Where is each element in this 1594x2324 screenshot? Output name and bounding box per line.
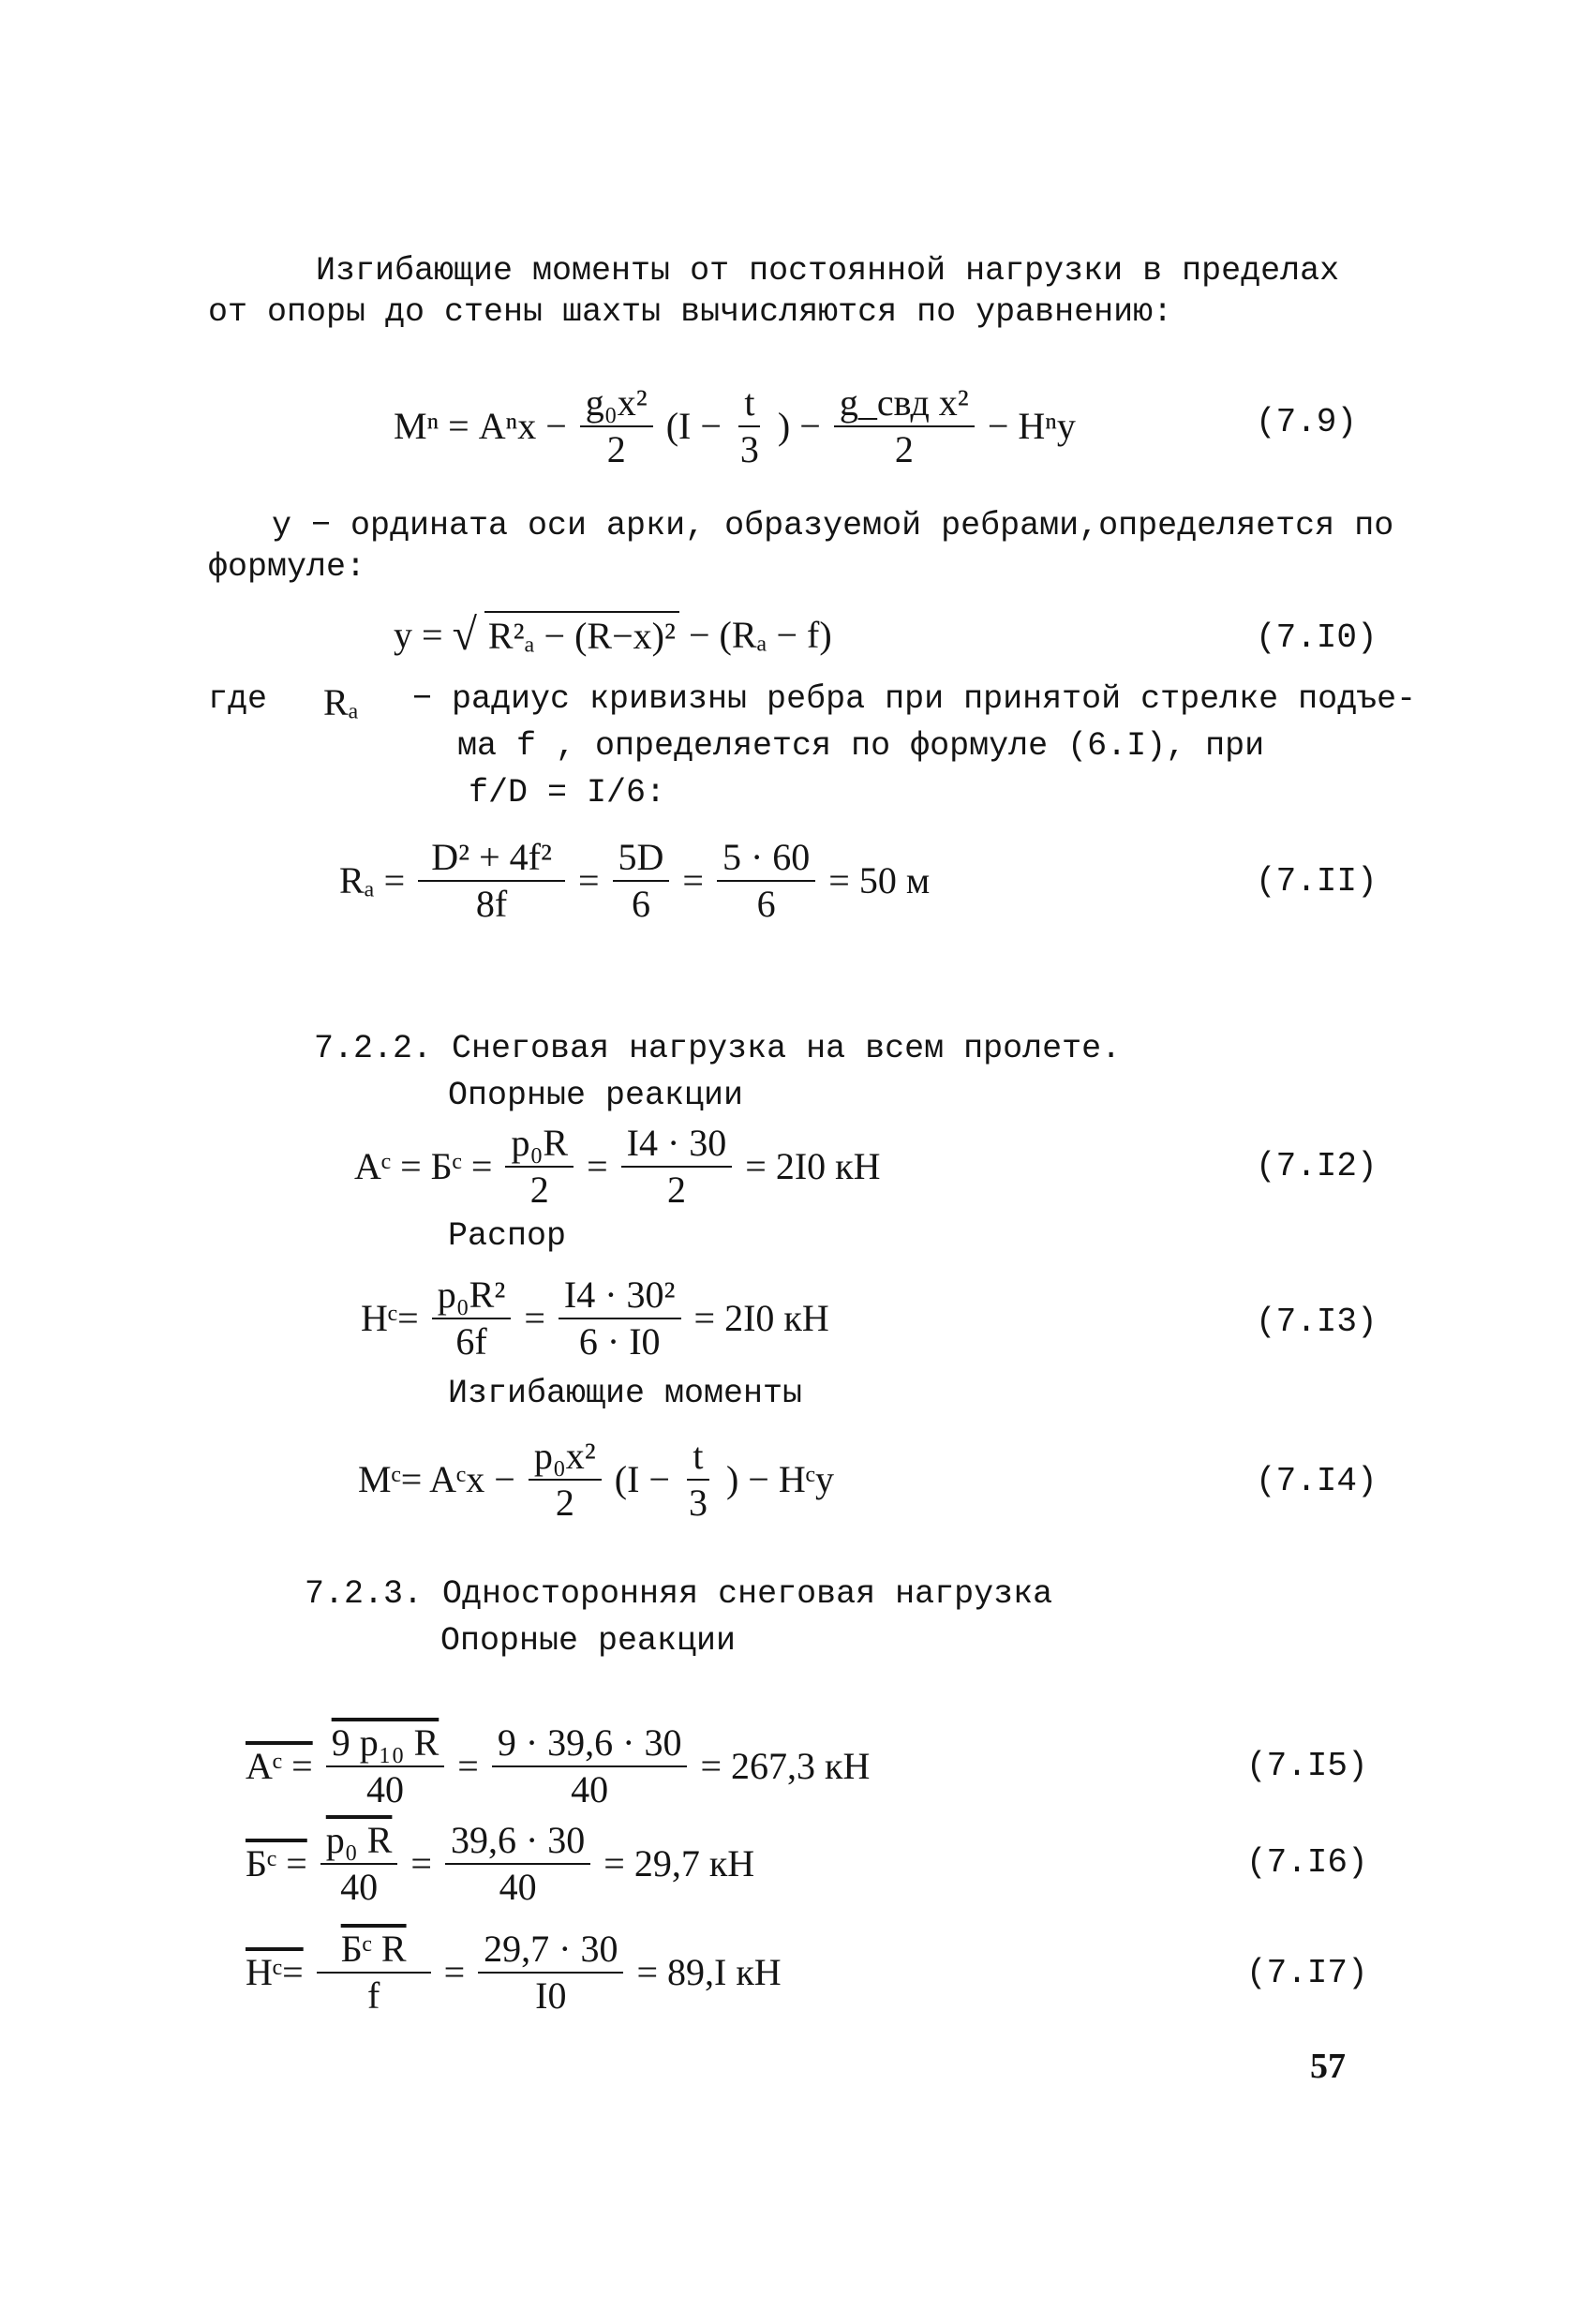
eq-7-13-frac1: $\frac{\text{p₀R²}}{6f}$ xyxy=(432,1274,512,1363)
eq-7-16-frac2: $\frac{39,6 \cdot 30}{40}$ xyxy=(445,1820,590,1908)
eq-7-10-label: (7.I0) xyxy=(1256,618,1378,657)
eq-7-15-frac1: $\frac{\text{9 p₁₀ R}}{40}$ xyxy=(326,1722,445,1810)
eq-7-14-lhs: Mᶜ= Aᶜx − xyxy=(358,1458,515,1500)
equation-7-13 xyxy=(361,1274,829,1363)
where-line-3: f/D = I/6: xyxy=(469,774,666,812)
section-7-2-3-title: 7.2.3. Односторонняя снеговая нагрузка xyxy=(305,1575,1053,1613)
eq-7-12-eq1: = xyxy=(587,1145,608,1187)
eq-7-15-label: (7.I5) xyxy=(1246,1747,1368,1785)
eq-7-10-radicand: R²ₐ − (R−x)² xyxy=(484,611,679,660)
eq-7-15-eq1: = xyxy=(457,1745,479,1787)
sqrt-icon: √ xyxy=(452,610,477,660)
eq-7-10-lhs: y = xyxy=(394,614,443,656)
eq-7-13-eq1: = xyxy=(524,1297,545,1339)
eq-7-12-result: = 2I0 кН xyxy=(745,1145,881,1187)
where-line-2: ма f , определяется по формуле (6.I), при xyxy=(457,727,1265,765)
eq-7-14-paren-open: (I − xyxy=(614,1458,670,1500)
intro-paragraph xyxy=(208,251,1398,334)
moments-heading: Изгибающие моменты xyxy=(448,1375,803,1412)
eq-7-11-lhs: Rₐ = xyxy=(339,859,406,901)
equation-7-10 xyxy=(394,607,832,663)
eq-7-17-frac2: $\frac{29,7 \cdot 30}{I0}$ xyxy=(478,1929,623,2017)
eq-7-9-frac1: $\frac{\text{g₀x²}}{2}$ xyxy=(580,382,653,470)
eq-7-11-eq2: = xyxy=(682,859,704,901)
eq-7-13-frac2: $\frac{\text{I4 · 30²}}{6 \cdot I0}$ xyxy=(559,1274,681,1363)
y-definition xyxy=(208,506,1398,588)
eq-7-16-lhs: Бᶜ = xyxy=(246,1842,307,1885)
eq-7-17-eq1: = xyxy=(443,1951,466,1993)
eq-7-11-frac3: $\frac{5 \cdot 60}{6}$ xyxy=(717,837,815,925)
eq-7-11-result: = 50 м xyxy=(828,859,931,901)
page-number: 57 xyxy=(1310,2047,1346,2086)
eq-7-15-lhs: Aᶜ = xyxy=(246,1745,313,1787)
eq-7-11-label: (7.II) xyxy=(1256,862,1378,901)
equation-7-9 xyxy=(394,382,1076,470)
y-definition-text: y − ордината оси арки, образуемой ребрами,определяется по формуле: xyxy=(208,507,1394,586)
eq-7-14-tail: ) − Hᶜy xyxy=(725,1458,834,1500)
eq-7-15-result: = 267,3 кН xyxy=(700,1745,871,1787)
eq-7-11-frac2: $\frac{5D}{6}$ xyxy=(613,837,670,925)
equation-7-16 xyxy=(246,1820,754,1908)
where-word: где xyxy=(208,680,268,718)
eq-7-12-lhs: Aᶜ = Бᶜ = xyxy=(354,1145,493,1187)
eq-7-9-term1: Aⁿx − xyxy=(478,405,567,447)
eq-7-17-label: (7.I7) xyxy=(1246,1954,1368,1992)
eq-7-11-eq1: = xyxy=(577,859,600,901)
eq-7-12-frac1: $\frac{\text{p₀R}}{2}$ xyxy=(505,1123,574,1211)
eq-7-14-frac2: $\frac{t}{3}$ xyxy=(688,1435,708,1524)
intro-text: Изгибающие моменты от постоянной нагрузки в пределах от опоры до стены шахты вычисляются по уравнению: xyxy=(208,252,1340,331)
eq-7-17-lhs: Hᶜ= xyxy=(246,1951,304,1993)
eq-7-17-frac1: $\frac{\text{Бᶜ R}}{f}$ xyxy=(317,1929,431,2017)
eq-7-16-frac1: $\frac{\text{p₀ R}}{40}$ xyxy=(320,1820,398,1908)
equation-7-11 xyxy=(339,837,930,925)
where-symbol: Rₐ xyxy=(323,681,359,723)
eq-7-14-label: (7.I4) xyxy=(1256,1462,1378,1500)
eq-7-16-eq1: = xyxy=(410,1842,432,1885)
eq-7-9-label: (7.9) xyxy=(1256,403,1358,441)
equation-7-15 xyxy=(246,1722,870,1810)
eq-7-12-label: (7.I2) xyxy=(1256,1147,1378,1185)
eq-7-11-frac1: $\frac{\text{D² + 4f²}}{8f}$ xyxy=(418,837,565,925)
eq-7-17-result: = 89,I кН xyxy=(636,1951,782,1993)
eq-7-13-result: = 2I0 кН xyxy=(693,1297,829,1339)
eq-7-16-result: = 29,7 кН xyxy=(603,1842,755,1885)
raspor-heading: Распор xyxy=(448,1217,567,1255)
section-7-2-2-subtitle: Опорные реакции xyxy=(448,1077,744,1114)
eq-7-9-frac3: $\frac{\text{g\_свд x²}}{2}$ xyxy=(834,382,975,470)
eq-7-12-frac2: $\frac{I4 \cdot 30}{2}$ xyxy=(621,1123,733,1211)
eq-7-16-label: (7.I6) xyxy=(1246,1843,1368,1882)
section-7-2-3-subtitle: Опорные реакции xyxy=(440,1622,737,1660)
equation-7-14 xyxy=(358,1436,834,1524)
eq-7-10-tail: − (Rₐ − f) xyxy=(688,614,832,656)
eq-7-14-frac1: $\frac{\text{p₀x²}}{2}$ xyxy=(529,1436,602,1524)
eq-7-9-paren-close: ) − xyxy=(777,405,821,447)
eq-7-13-label: (7.I3) xyxy=(1256,1303,1378,1341)
eq-7-9-frac2: $\frac{t}{3}$ xyxy=(739,381,759,470)
eq-7-9-tail: − Hⁿy xyxy=(987,405,1076,447)
equation-7-12 xyxy=(354,1123,880,1211)
eq-7-15-frac2: $\frac{9 \cdot 39,6 \cdot 30}{40}$ xyxy=(492,1722,688,1810)
where-line-1: − радиус кривизны ребра при принятой стрелке подъе- xyxy=(412,680,1417,718)
eq-7-9-lhs: Mⁿ = xyxy=(394,405,469,447)
section-7-2-2-title: 7.2.2. Снеговая нагрузка на всем пролете. xyxy=(314,1030,1122,1067)
eq-7-13-lhs: Hᶜ= xyxy=(361,1297,419,1339)
equation-7-17 xyxy=(246,1929,782,2017)
eq-7-9-paren-open: (I − xyxy=(665,405,722,447)
